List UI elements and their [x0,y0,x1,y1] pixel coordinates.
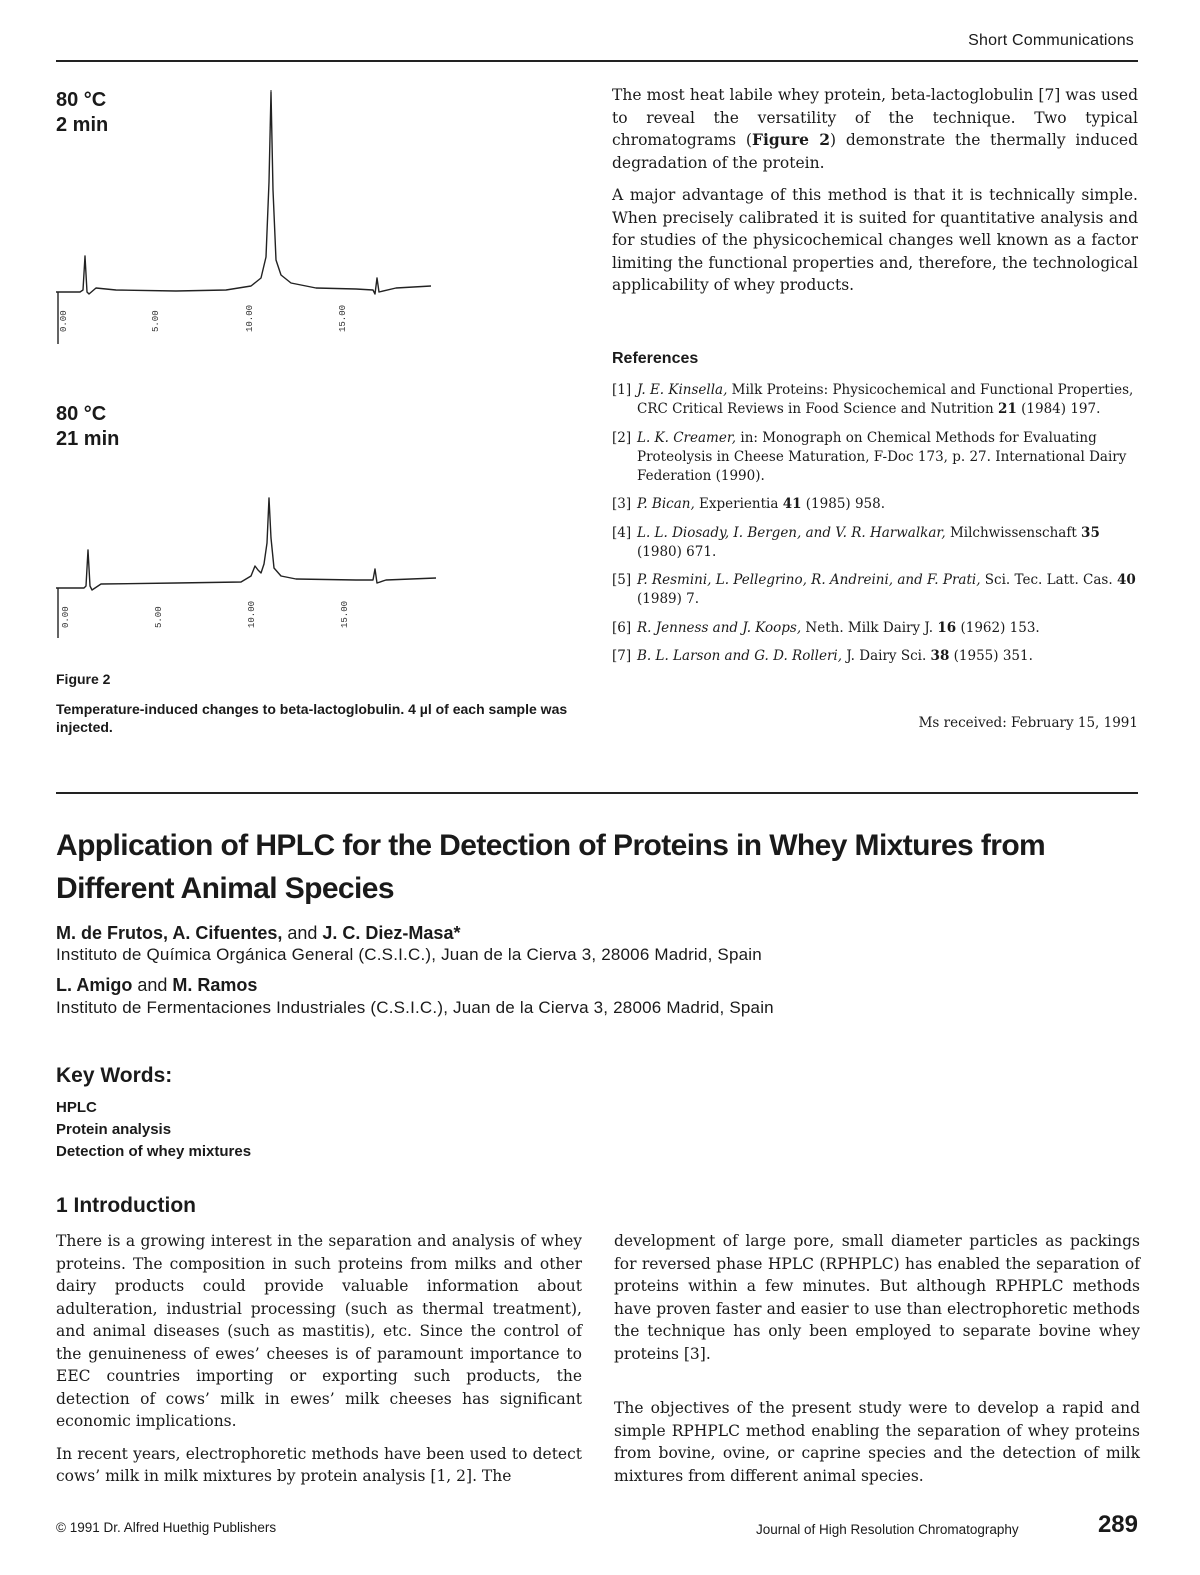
keywords-heading: Key Words: [56,1064,173,1087]
intro-paragraph-4: The objectives of the present study were to develop a rapid and simple RPHPLC method enabling the separation of whey proteins from bovine, ovine, or caprine species and the detection of milk mixtures from different animal species. [614,1399,1140,1485]
panel-2-tick-4: 15.00 [340,600,350,628]
running-head: Short Communications [968,32,1134,49]
reference-list [612,381,1138,676]
reference-item: [1] J. E. Kinsella, Milk Proteins: Physicochemical and Functional Properties, CRC Critical Reviews in Food Science and Nutrition 21 (1984) 197. [612,382,1134,417]
reference-item: [7] B. L. Larson and G. D. Rolleri, J. Dairy Sci. 38 (1955) 351. [612,648,1033,664]
reference-item: [3] P. Bican, Experientia 41 (1985) 958. [612,496,886,512]
keyword-list [56,1097,251,1163]
panel-1-tick-2: 5.00 [151,310,161,332]
reference-item: [5] P. Resmini, L. Pellegrino, R. Andreini, and F. Prati, Sci. Tec. Latt. Cas. 40 (1989) 7. [612,572,1136,607]
chromatogram-panel-1 [56,82,456,344]
footer-journal: Journal of High Resolution Chromatography [756,1522,1019,1537]
footer-copyright: © 1991 Dr. Alfred Huethig Publishers [56,1520,277,1535]
intro-paragraph-3: development of large pore, small diameter particles as packings for reversed phase HPLC (RPHPLC) has enabled the separation of proteins within a few minutes. But although RPHPLC methods have proven faster and easier to use than electrophoretic methods the technique has only been employed to separate bovine whey proteins [3]. [614,1232,1140,1363]
keyword-item: Protein analysis [56,1121,172,1138]
section-rule [56,792,1138,794]
reference-item: [6] R. Jenness and J. Koops, Neth. Milk Dairy J. 16 (1962) 153. [612,619,1040,636]
authors-line-1: M. de Frutos, A. Cifuentes, and J. C. Diez-Masa* [56,923,461,943]
affiliation-2: Instituto de Fermentaciones Industriales (C.S.I.C.), Juan de la Cierva 3, 28006 Madrid, Spain [56,998,774,1017]
intro-left-column [56,1230,582,1498]
intro-right-column [614,1230,1140,1375]
article-title: Application of HPLC for the Detection of Proteins in Whey Mixtures from Different Animal Species [56,829,1046,905]
panel-1-tick-3: 10.00 [245,304,255,332]
panel-1-time: 2 min [56,114,109,136]
intro-right-column-2 [614,1397,1140,1497]
panel-2-tick-2: 5.00 [154,606,164,628]
intro-heading: 1 Introduction [56,1194,196,1217]
right-column-text [612,84,1138,307]
keyword-item: HPLC [56,1099,97,1116]
chromatogram-panel-2 [56,488,456,640]
panel-1-temp: 80 °C [56,89,107,111]
panel-2-temp: 80 °C [56,403,107,425]
paragraph-figure-intro: The most heat labile whey protein, beta-lactoglobulin [7] was used to reveal the versatility of the technique. Two typical chromatograms (Figure 2) demonstrate the thermally induced degradation of the protein. [612,86,1138,172]
authors-line-2: L. Amigo and M. Ramos [56,975,258,995]
panel-2-tick-1: 0.00 [61,606,71,628]
panel-2-label [56,402,119,452]
figure-reference: Figure 2 [751,130,831,149]
panel-1-tick-4: 15.00 [338,304,348,332]
keyword-item: Detection of whey mixtures [56,1143,252,1160]
references-heading: References [612,350,699,367]
figure-caption: Temperature-induced changes to beta-lactoglobulin. 4 µl of each sample was injected. [56,701,568,735]
ms-received: Ms received: February 15, 1991 [918,715,1138,731]
panel-1-tick-1: 0.00 [59,310,69,332]
paragraph-advantage: A major advantage of this method is that it is technically simple. When precisely calibrated it is suited for quantitative analysis and for studies of the physicochemical changes well known as a factor limiting the functional properties and, therefore, the technological applicability of whey products. [612,186,1138,294]
header-rule [56,60,1138,62]
intro-paragraph-1: There is a growing interest in the separation and analysis of whey proteins. The composition in such proteins from milks and other dairy products could provide valuable information about adulteration, industrial processing (such as thermal treatment), and animal diseases (such as mastitis), etc. Since the control of the genuineness of ewes’ cheeses is of paramount importance to EEC countries importing or exporting such products, the detection of cows’ milk in ewes’ milk cheeses has significant economic implications. [56,1232,582,1430]
affiliation-1: Instituto de Química Orgánica General (C.S.I.C.), Juan de la Cierva 3, 28006 Madrid, Spain [56,945,762,964]
panel-2-time: 21 min [56,428,120,450]
reference-item: [4] L. L. Diosady, I. Bergen, and V. R. Harwalkar, Milchwissenschaft 35 (1980) 671. [612,524,1100,560]
page-number: 289 [1097,1511,1138,1538]
panel-2-tick-3: 10.00 [247,600,257,628]
figure-label: Figure 2 [56,671,111,687]
reference-item: [2] L. K. Creamer, in: Monograph on Chemical Methods for Evaluating Proteolysis in Cheese Maturation, F-Doc 173, p. 27. International Dairy Federation (1990). [612,429,1127,484]
intro-paragraph-2: In recent years, electrophoretic methods have been used to detect cows’ milk in milk mixtures by protein analysis [1, 2]. The [56,1444,582,1485]
